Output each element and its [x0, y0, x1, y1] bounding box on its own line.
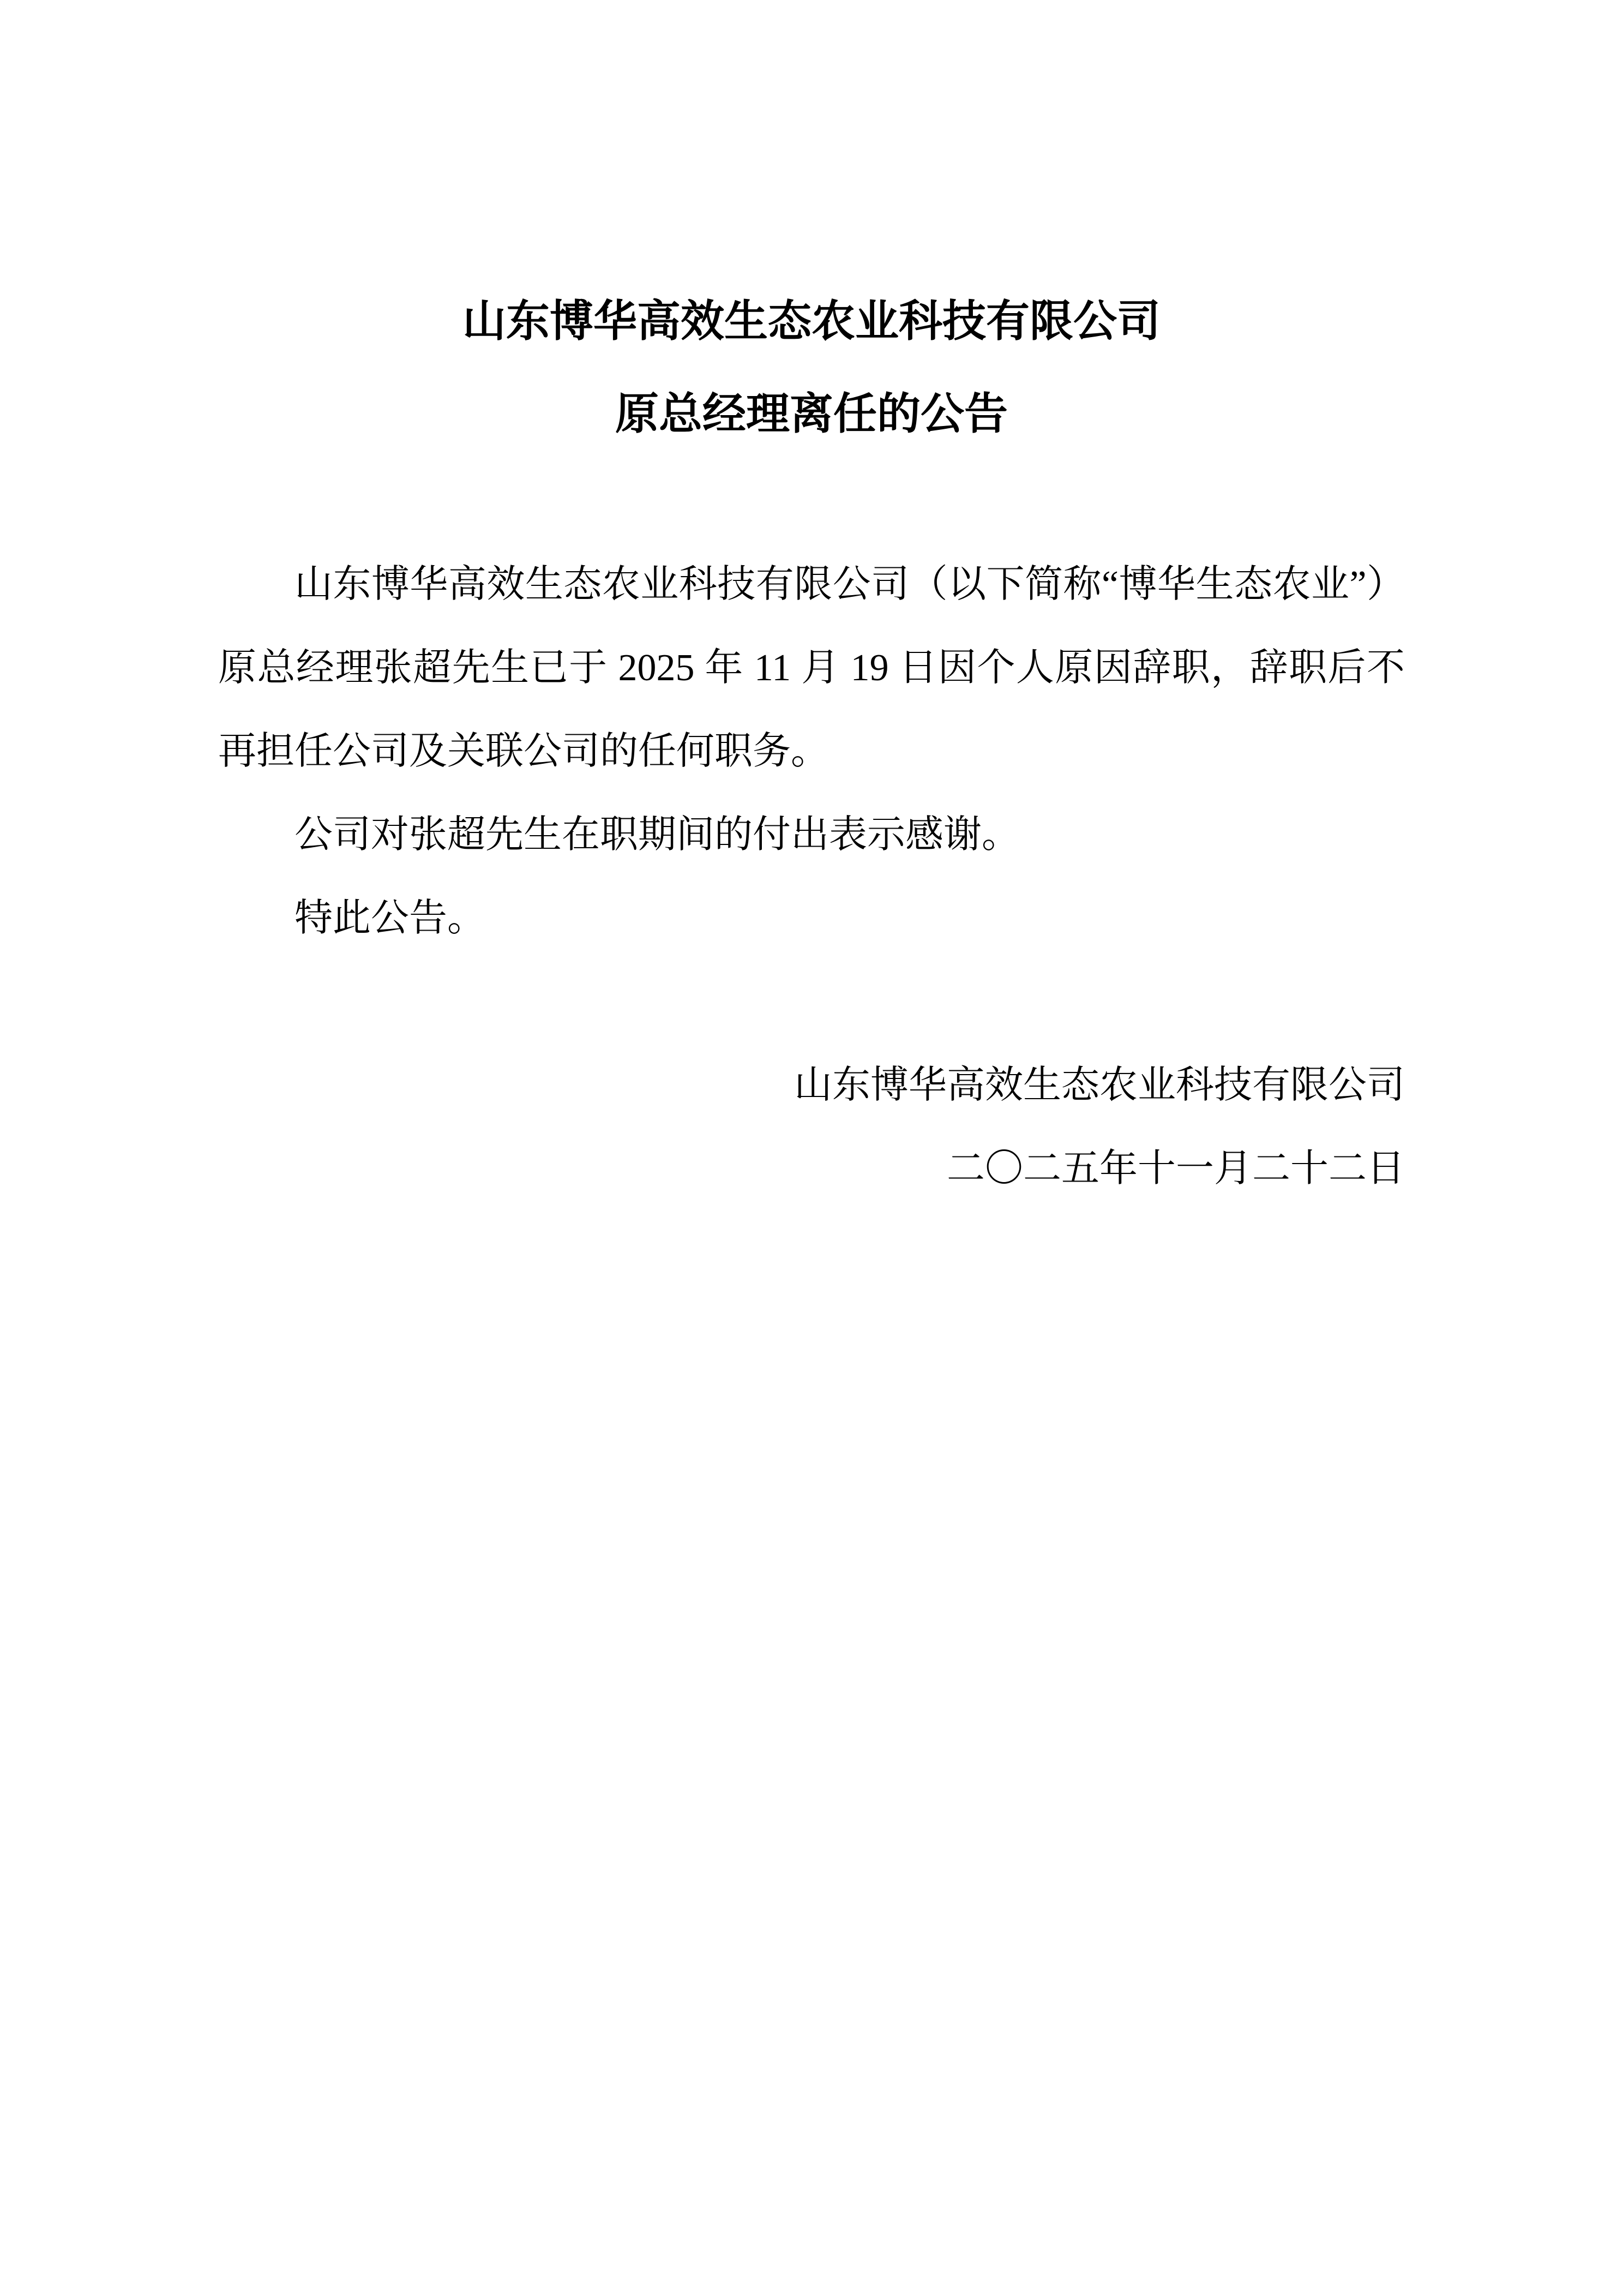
signature-date: 二〇二五年十一月二十二日 — [947, 1148, 1405, 1190]
signature-block — [218, 1044, 1405, 1210]
document-title — [218, 0, 1405, 461]
paragraph1-line1: 山东博华高效生态农业科技有限公司（以下简称“博华生态农业”） — [294, 563, 1405, 606]
paragraph2: 公司对张超先生在职期间的付出表示感谢。 — [294, 814, 1020, 856]
document-title-subject: 原总经理离任的公告 — [615, 391, 1008, 439]
signature-company: 山东博华高效生态农业科技有限公司 — [794, 1064, 1405, 1106]
paragraph1-line2: 原总经理张超先生已于 2025 年 11 月 19 日因个人原因辞职，辞职后不 — [218, 647, 1405, 689]
document-body — [218, 543, 1405, 960]
document-title-company: 山东博华高效生态农业科技有限公司 — [462, 298, 1161, 346]
paragraph3: 特此公告。 — [294, 897, 485, 939]
paragraph1-line3: 再担任公司及关联公司的任何职务。 — [218, 730, 829, 772]
